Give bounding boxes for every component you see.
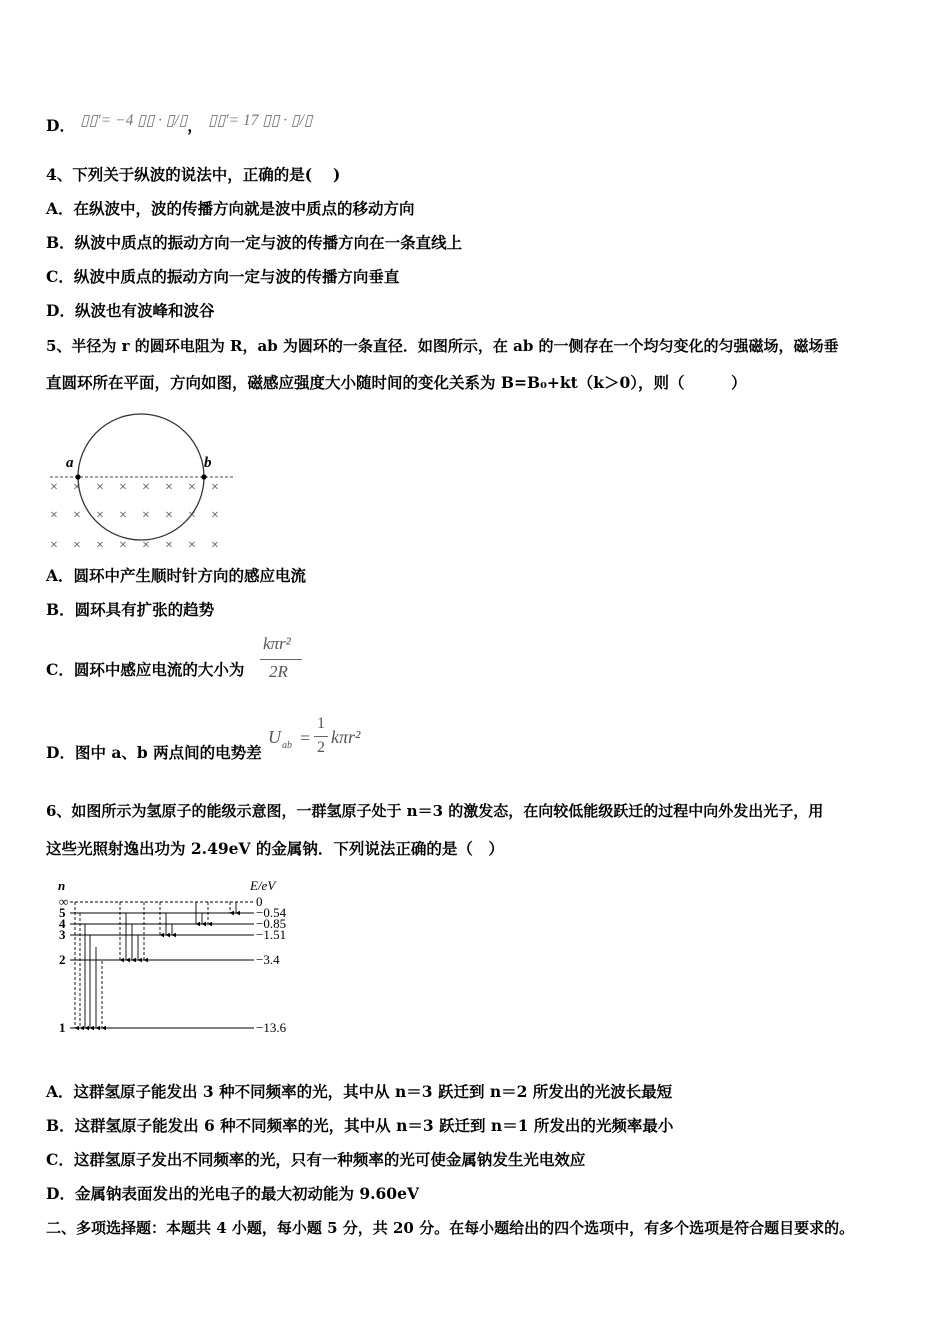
q3-option-d [46,112,313,137]
level-energy-label: −0.85 [256,916,287,931]
q3-option-d-formula-1: ▯▯′= −4 ▯▯ · ▯/▯ [80,112,188,129]
q5-option-b: B．圆环具有扩张的趋势 [46,600,215,619]
axis-label-n: n [58,878,66,893]
q6-option-b: B．这群氢原子能发出 6 种不同频率的光，其中从 n＝3 跃迁到 n＝1 所发出的光频率最小 [46,1116,674,1135]
field-cross: × [165,538,173,553]
point-a [75,474,80,479]
field-cross: × [142,508,150,523]
level-energy-label: −3.4 [256,952,280,967]
q6-stem-line-2: 这些光照射逸出功为 2.49eV 的金属钠．下列说法正确的是（ ） [46,839,504,858]
q5-option-d-denominator: 2 [317,739,325,756]
level-energy-label: −0.54 [256,905,287,920]
q5-option-c-denominator: 2R [269,662,288,681]
field-cross: × [96,480,104,495]
field-cross: × [50,480,58,495]
magnetic-field-crosses [50,480,219,553]
field-cross: × [96,508,104,523]
field-cross: × [119,538,127,553]
q3-option-d-sep: ， [187,116,203,135]
field-cross: × [142,538,150,553]
point-b [201,474,206,479]
field-cross: × [73,480,81,495]
q5-stem-line-1: 5、半径为 r 的圆环电阻为 R，ab 为圆环的一条直径．如图所示，在 ab 的一侧存在一个均匀变化的匀强磁场，磁场垂 [46,337,839,355]
field-cross: × [142,480,150,495]
q5-ring-figure [44,405,244,555]
q6-option-a: A．这群氢原子能发出 3 种不同频率的光，其中从 n＝3 跃迁到 n＝2 所发出的光波长最短 [46,1082,673,1101]
field-cross: × [211,480,219,495]
field-cross: × [211,508,219,523]
q5-option-d-equals: = [300,728,311,748]
level-n-label: 5 [59,905,66,920]
q3-option-d-formula-2: ▯▯′= 17 ▯▯ · ▯/▯ [208,112,313,129]
energy-levels [59,894,287,1035]
field-cross: × [188,508,196,523]
level-n-label: 2 [59,952,66,967]
level-n-label: 4 [59,916,66,931]
q3-option-d-label: D． [46,116,75,135]
q6-energy-level-diagram [50,878,300,1043]
field-cross: × [165,480,173,495]
q6-option-d: D．金属钠表面发出的光电子的最大初动能为 9.60eV [46,1184,419,1203]
field-cross: × [119,480,127,495]
q4-option-c: C．纵波中质点的振动方向一定与波的传播方向垂直 [46,267,400,286]
q5-stem-line-2: 直圆环所在平面，方向如图，磁感应强度大小随时间的变化关系为 B=B₀+kt（k＞0），则（ ） [46,373,747,392]
field-cross: × [188,538,196,553]
level-n-label: 1 [59,1020,66,1035]
q5-option-d: D．图中 a、b 两点间的电势差 [46,743,262,762]
field-cross: × [73,508,81,523]
field-cross: × [96,538,104,553]
level-energy-label: −13.6 [256,1020,287,1035]
field-cross: × [188,480,196,495]
q5-option-d-rhs: kπr² [331,727,361,747]
level-n-label: ∞ [59,894,69,909]
level-energy-label: −1.51 [256,927,287,942]
q5-option-c-numerator: kπr² [263,634,291,653]
q4-option-a: A．在纵波中，波的传播方向就是波中质点的移动方向 [46,199,415,218]
q4-option-b: B．纵波中质点的振动方向一定与波的传播方向在一条直线上 [46,233,463,252]
section-2-heading: 二、多项选择题：本题共 4 小题，每小题 5 分，共 20 分。在每小题给出的四个选项中，有多个选项是符合题目要求的。 [46,1219,855,1237]
q6-stem-line-1: 6、如图所示为氢原子的能级示意图，一群氢原子处于 n＝3 的激发态，在向较低能级跃迁的过程中向外发出光子，用 [46,802,824,820]
q5-option-c: C．圆环中感应电流的大小为 [46,660,245,679]
field-cross: × [119,508,127,523]
field-cross: × [165,508,173,523]
level-n-label: 3 [59,927,66,942]
q5-option-d-fraction-bar [314,736,328,737]
q5-option-d-lhs: U [268,727,281,747]
label-b: b [204,455,212,471]
axis-label-energy: E/eV [250,878,276,893]
field-cross: × [73,538,81,553]
label-a: a [66,455,74,471]
q5-option-d-numerator: 1 [317,715,325,732]
q4-stem: 4、下列关于纵波的说法中，正确的是( ) [46,165,341,184]
field-cross: × [50,538,58,553]
transition-arrows [75,902,236,1028]
field-cross: × [211,538,219,553]
q4-option-d: D．纵波也有波峰和波谷 [46,301,215,320]
field-cross: × [50,508,58,523]
q5-option-a: A．圆环中产生顺时针方向的感应电流 [46,566,307,585]
q5-option-c-fraction-bar [260,659,302,660]
q6-option-c: C．这群氢原子发出不同频率的光，只有一种频率的光可使金属钠发生光电效应 [46,1150,586,1169]
level-energy-label: 0 [256,894,263,909]
q5-option-d-subscript: ab [282,740,292,751]
